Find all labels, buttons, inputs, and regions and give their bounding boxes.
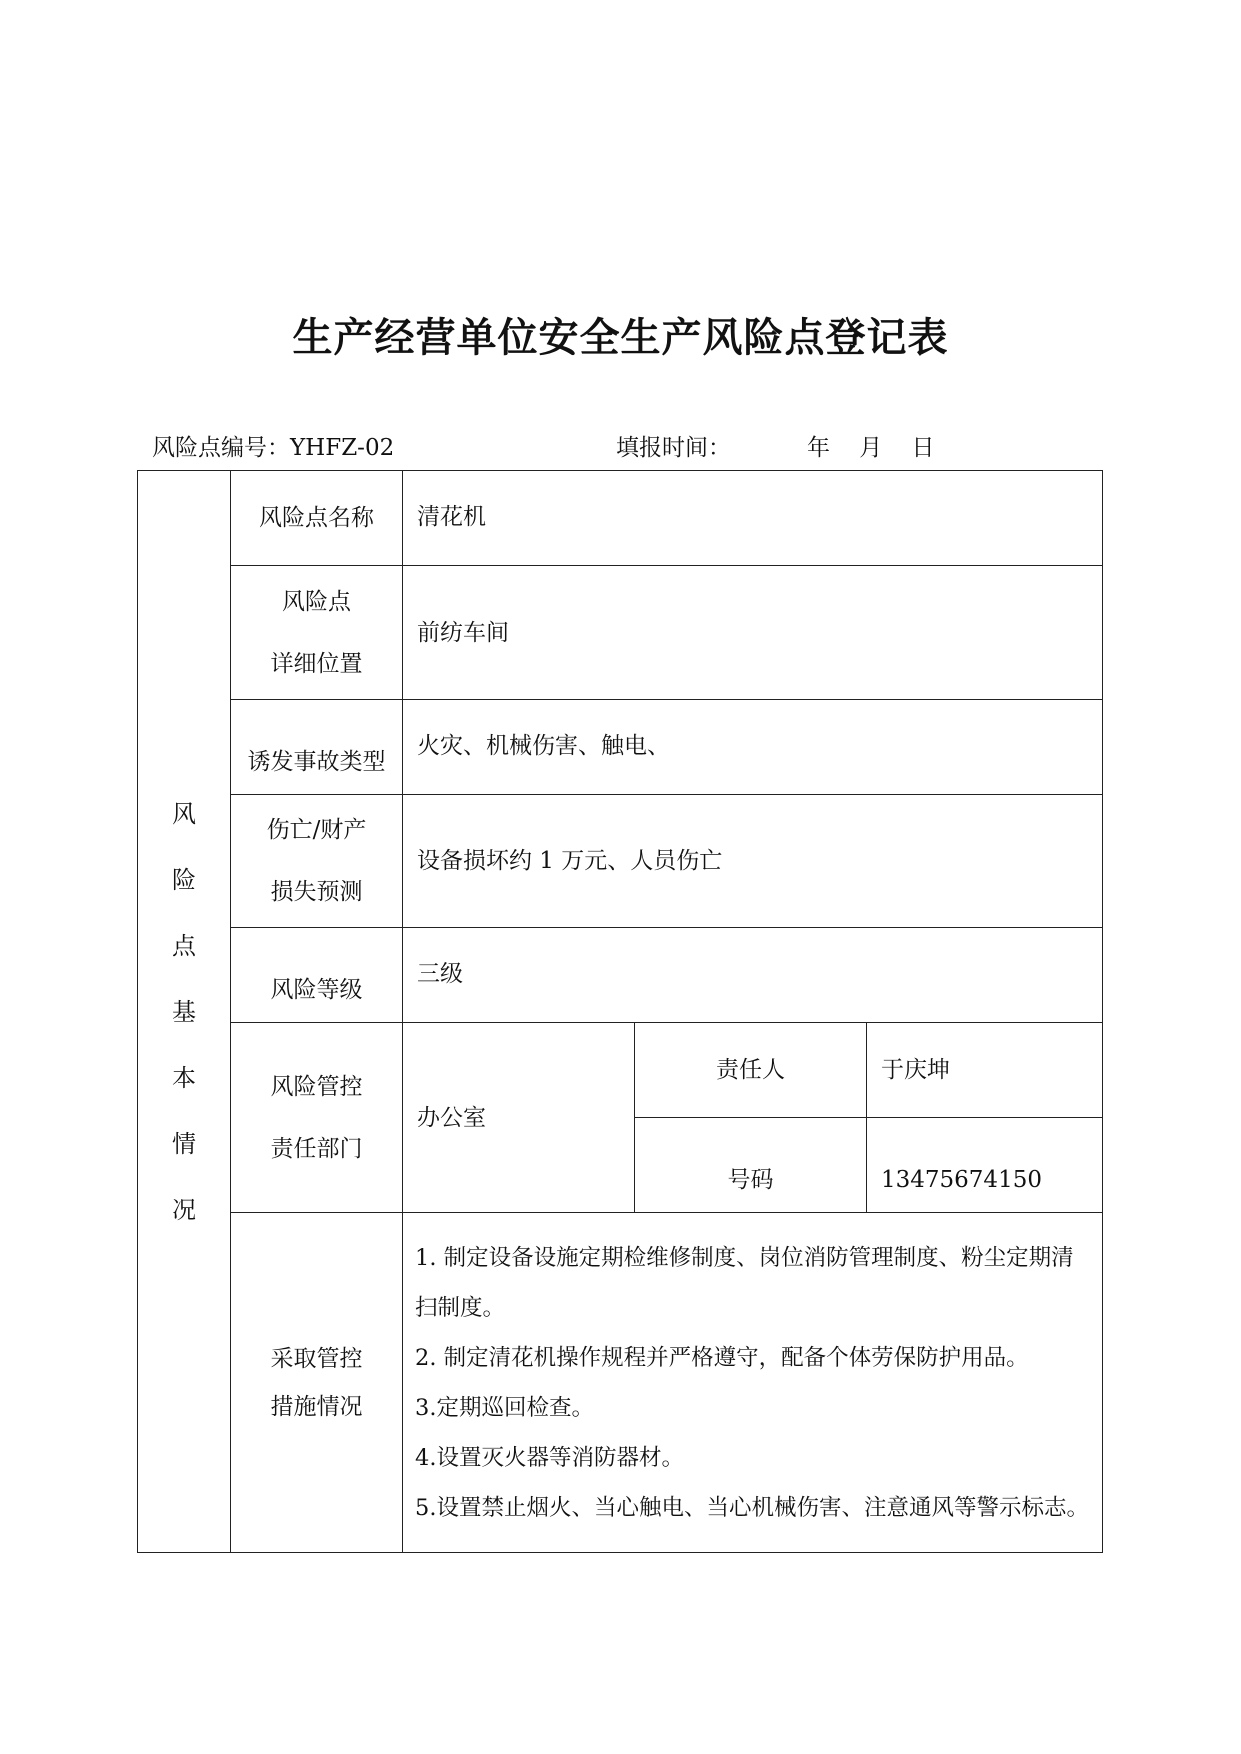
row-measures: [138, 1213, 1103, 1553]
accident-type-value: 火灾、机械伤害、触电、: [403, 700, 1103, 795]
page-title: 生产经营单位安全生产风险点登记表: [292, 315, 949, 361]
location-label-line1: 风险点: [282, 588, 351, 615]
report-time-line: [616, 432, 935, 464]
section-char: 况: [172, 1195, 196, 1224]
loss-label-line2: 损失预测: [270, 879, 363, 905]
risk-number-value: YHFZ-02: [290, 435, 395, 461]
risk-number-label: 风险点编号：: [152, 435, 290, 461]
measures-label-line1: 采取管控: [270, 1345, 363, 1372]
section-char: 点: [172, 931, 196, 960]
location-value: 前纺车间: [403, 566, 1103, 700]
risk-name-label: 风险点名称: [231, 471, 403, 566]
responsible-person-value: 于庆坤: [867, 1023, 1103, 1118]
loss-prediction-value: 设备损坏约 1 万元、人员伤亡: [403, 795, 1103, 928]
row-control-dept: [138, 1023, 1103, 1118]
location-label: [231, 566, 403, 700]
accident-type-label: 诱发事故类型: [231, 700, 403, 795]
report-time-label: 填报时间：: [616, 435, 731, 461]
measure-item: 3.定期巡回检查。: [415, 1394, 594, 1421]
section-char: 本: [172, 1063, 196, 1092]
control-dept-label-line2: 责任部门: [270, 1135, 363, 1162]
row-risk-name: [138, 471, 1103, 566]
loss-prediction-label: [231, 795, 403, 928]
risk-level-label: 风险等级: [231, 928, 403, 1023]
row-risk-level: [138, 928, 1103, 1023]
risk-register-table: [137, 470, 1103, 1553]
section-label-vertical: [138, 781, 230, 1243]
measure-item: 5.设置禁止烟火、当心触电、当心机械伤害、注意通风等警示标志。: [415, 1494, 1089, 1521]
section-label-cell: [138, 471, 231, 1553]
row-location: [138, 566, 1103, 700]
row-loss-prediction: [138, 795, 1103, 928]
measure-item: 4.设置灭火器等消防器材。: [415, 1444, 684, 1471]
measure-item: 2. 制定清花机操作规程并严格遵守，配备个体劳保防护用品。: [415, 1344, 1029, 1371]
location-label-line2: 详细位置: [270, 650, 363, 677]
measures-label-line2: 措施情况: [270, 1393, 363, 1420]
section-char: 情: [172, 1129, 196, 1158]
control-dept-value: 办公室: [403, 1023, 635, 1213]
report-date-placeholder: 年 月 日: [807, 435, 935, 461]
section-char: 险: [172, 865, 196, 894]
loss-label-line1: 伤亡/财产: [266, 817, 367, 843]
measures-label: [231, 1213, 403, 1553]
row-accident-type: [138, 700, 1103, 795]
measure-item: 1. 制定设备设施定期检维修制度、岗位消防管理制度、粉尘定期清扫制度。: [415, 1244, 1074, 1321]
control-dept-label-line1: 风险管控: [270, 1073, 363, 1100]
phone-label: 号码: [635, 1118, 867, 1213]
responsible-person-label: 责任人: [635, 1023, 867, 1118]
section-char: 基: [172, 997, 196, 1026]
section-char: 风: [172, 799, 196, 828]
phone-value: 13475674150: [867, 1118, 1103, 1213]
measures-list: [403, 1213, 1103, 1553]
control-dept-label: [231, 1023, 403, 1213]
risk-level-value: 三级: [403, 928, 1103, 1023]
risk-name-value: 清花机: [403, 471, 1103, 566]
risk-number-line: [152, 432, 394, 464]
